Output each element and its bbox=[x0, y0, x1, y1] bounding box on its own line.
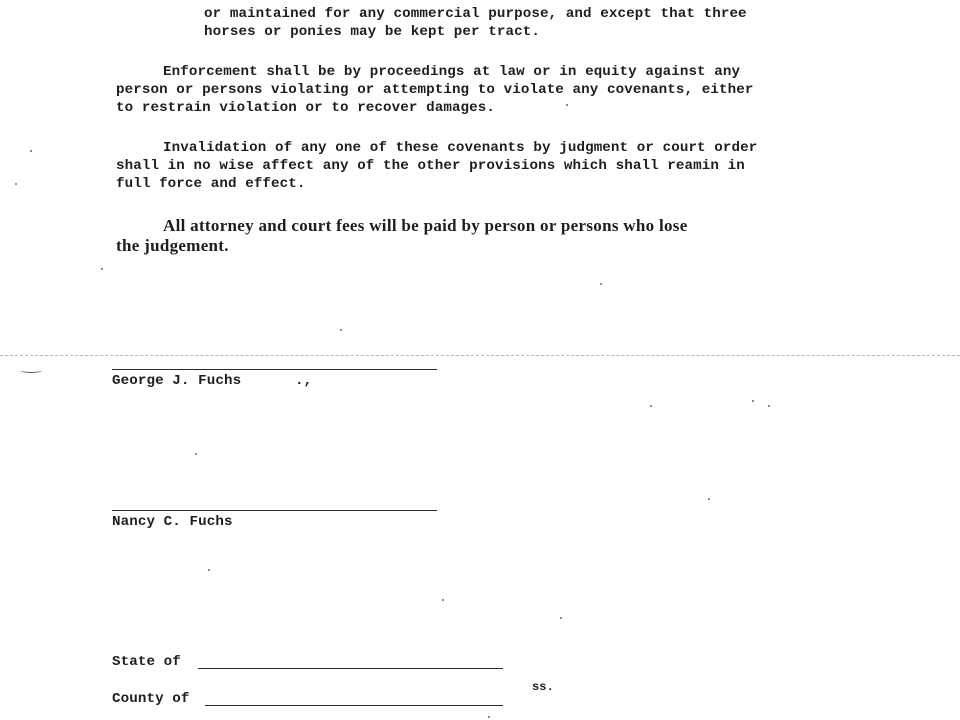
scan-speck bbox=[15, 183, 17, 185]
notary-ss-label: ss. bbox=[532, 680, 554, 694]
covenant-paragraph-2-line-2: person or persons violating or attempting to violate any covenants, either bbox=[116, 82, 754, 98]
signature-line-george bbox=[112, 369, 437, 370]
scan-speck bbox=[768, 405, 770, 407]
scan-speck bbox=[566, 104, 568, 106]
scan-speck bbox=[708, 498, 710, 500]
covenant-paragraph-3-line-3: full force and effect. bbox=[116, 176, 306, 192]
scan-speck bbox=[30, 150, 32, 152]
signer-name-george: George J. Fuchs bbox=[112, 373, 242, 389]
signature-line-nancy bbox=[112, 510, 437, 511]
scan-speck bbox=[650, 405, 652, 407]
signer-mark-george: ., bbox=[295, 373, 313, 389]
notary-county-label: County of bbox=[112, 691, 190, 707]
covenant-paragraph-2-line-1: Enforcement shall be by proceedings at law or in equity against any bbox=[163, 64, 741, 80]
covenant-paragraph-1-line-1: or maintained for any commercial purpose, and except that three bbox=[204, 6, 747, 22]
covenant-paragraph-4-line-1: All attorney and court fees will be paid by person or persons who lose bbox=[163, 216, 688, 235]
scan-speck bbox=[560, 617, 562, 619]
scan-fold-line bbox=[0, 355, 960, 356]
covenant-paragraph-1-line-2: horses or ponies may be kept per tract. bbox=[204, 24, 540, 40]
scan-speck bbox=[101, 268, 103, 270]
scan-speck bbox=[442, 599, 444, 601]
scan-speck bbox=[752, 400, 754, 402]
covenant-paragraph-2-line-3: to restrain violation or to recover damages. bbox=[116, 100, 496, 116]
scan-fold-mark bbox=[20, 368, 42, 373]
notary-state-blank bbox=[198, 668, 503, 669]
scan-speck bbox=[488, 716, 490, 718]
covenant-paragraph-3-line-1: Invalidation of any one of these covenants by judgment or court order bbox=[163, 140, 758, 156]
covenant-paragraph-3-line-2: shall in no wise affect any of the other provisions which shall reamin in bbox=[116, 158, 745, 174]
scan-speck bbox=[208, 569, 210, 571]
signer-name-nancy: Nancy C. Fuchs bbox=[112, 514, 233, 530]
scan-speck bbox=[340, 329, 342, 331]
scan-speck bbox=[195, 453, 197, 455]
notary-state-label: State of bbox=[112, 654, 181, 670]
notary-county-blank bbox=[205, 705, 503, 706]
covenant-paragraph-4-line-2: the judgement. bbox=[116, 236, 229, 255]
scan-speck bbox=[600, 283, 602, 285]
